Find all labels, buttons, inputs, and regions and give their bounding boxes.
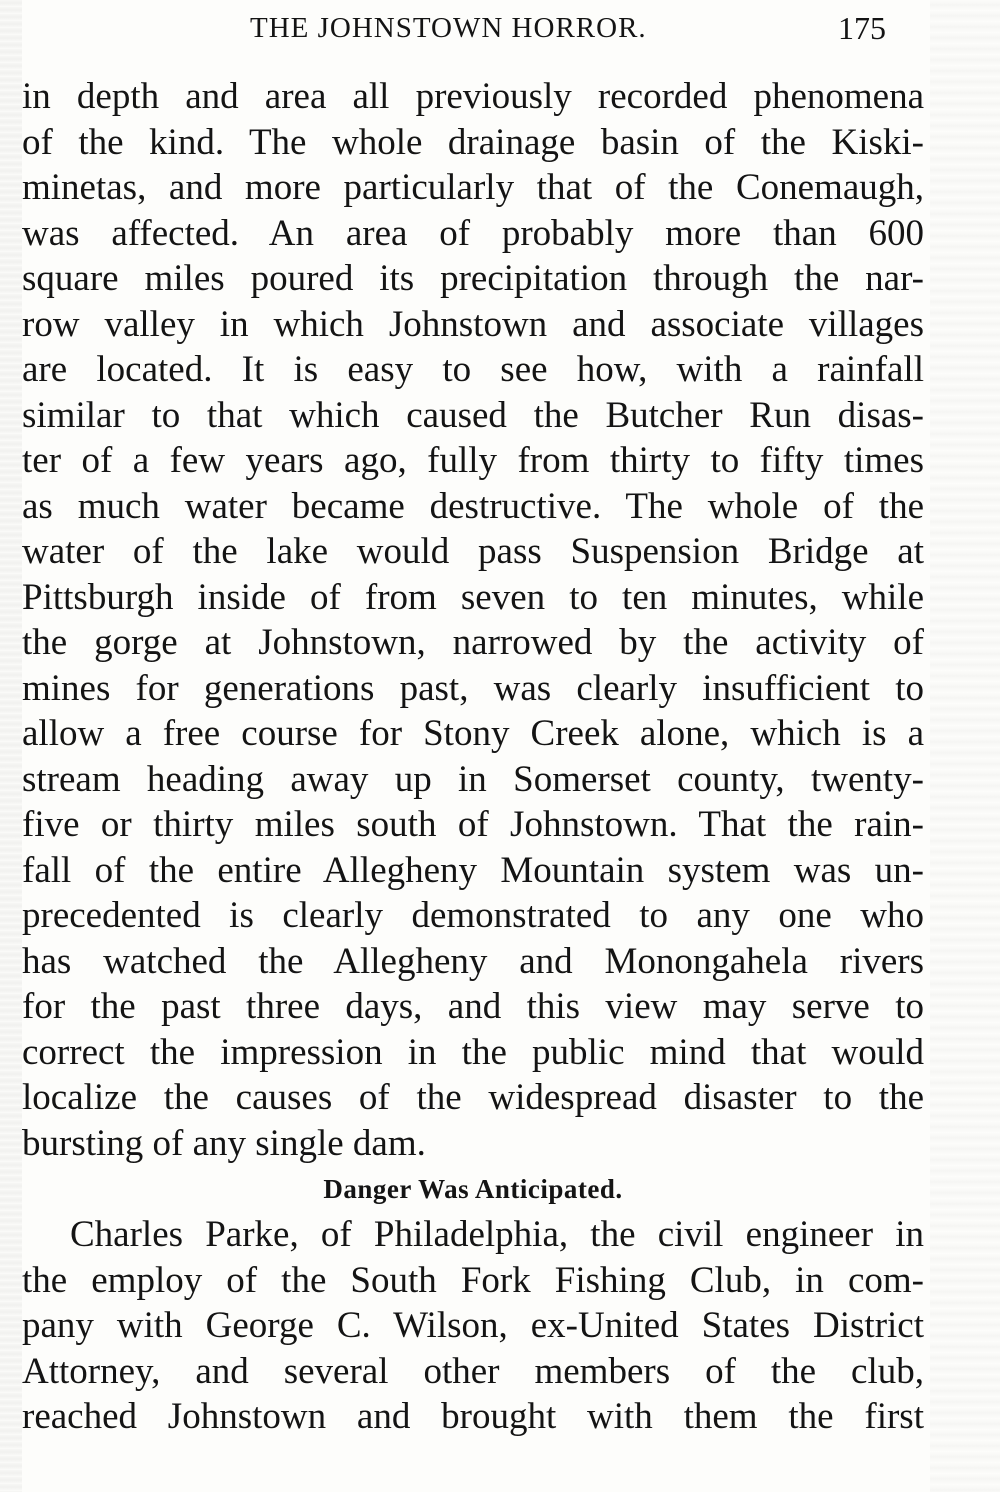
text-line: five or thirty miles south of Johnstown. That the rain- (22, 804, 924, 845)
text-line: precedented is clearly demonstrated to any one who (22, 895, 924, 936)
text-line: are located. It is easy to see how, with a rainfall (22, 349, 924, 390)
text-line: mines for generations past, was clearly insufficient to (22, 667, 924, 709)
paragraph-2 (22, 1212, 924, 1440)
text-line: ter of a few years ago, fully from thirty to fifty times (22, 440, 924, 481)
text-line: Charles Parke, of Philadelphia, the civil engineer in (70, 1214, 924, 1255)
running-head (0, 8, 1000, 48)
text-line: square miles poured its precipitation through the nar- (22, 258, 924, 299)
text-line: row valley in which Johnstown and associate villages (22, 303, 924, 345)
text-line: in depth and area all previously recorded phenomena (22, 76, 924, 117)
text-line: was affected. An area of probably more than 600 (22, 212, 924, 254)
page-number: 175 (838, 10, 886, 46)
body-text (22, 74, 924, 1440)
paragraph-1 (22, 74, 924, 1166)
text-line: of the kind. The whole drainage basin of the Kiski- (22, 121, 924, 163)
text-line: minetas, and more particularly that of the Conemaugh, (22, 167, 924, 208)
scan-edge-right (930, 0, 1000, 1492)
section-subheading: Danger Was Anticipated. (323, 1174, 623, 1204)
text-line: for the past three days, and this view may serve to (22, 986, 924, 1027)
text-line: localize the causes of the widespread disaster to the (22, 1077, 924, 1118)
text-line: has watched the Allegheny and Monongahela rivers (22, 940, 924, 982)
running-title: THE JOHNSTOWN HORROR. (250, 12, 647, 44)
scan-edge-left (0, 0, 22, 1492)
text-line: stream heading away up in Somerset county, twenty- (22, 758, 924, 800)
text-line: similar to that which caused the Butcher Run disas- (22, 394, 924, 436)
text-line: bursting of any single dam. (22, 1122, 426, 1164)
text-line: reached Johnstown and brought with them the first (22, 1396, 924, 1437)
text-line: water of the lake would pass Suspension Bridge at (22, 531, 924, 572)
text-line: fall of the entire Allegheny Mountain system was un- (22, 849, 924, 891)
text-line: the gorge at Johnstown, narrowed by the activity of (22, 622, 924, 663)
text-line: as much water became destructive. The whole of the (22, 485, 924, 527)
text-line: Attorney, and several other members of the club, (22, 1350, 924, 1392)
text-line: Pittsburgh inside of from seven to ten minutes, while (22, 576, 924, 618)
text-line: correct the impression in the public mind that would (22, 1031, 924, 1073)
text-line: allow a free course for Stony Creek alone, which is a (22, 713, 924, 754)
text-line: the employ of the South Fork Fishing Club, in com- (22, 1259, 924, 1301)
text-line: pany with George C. Wilson, ex-United States District (22, 1305, 924, 1346)
